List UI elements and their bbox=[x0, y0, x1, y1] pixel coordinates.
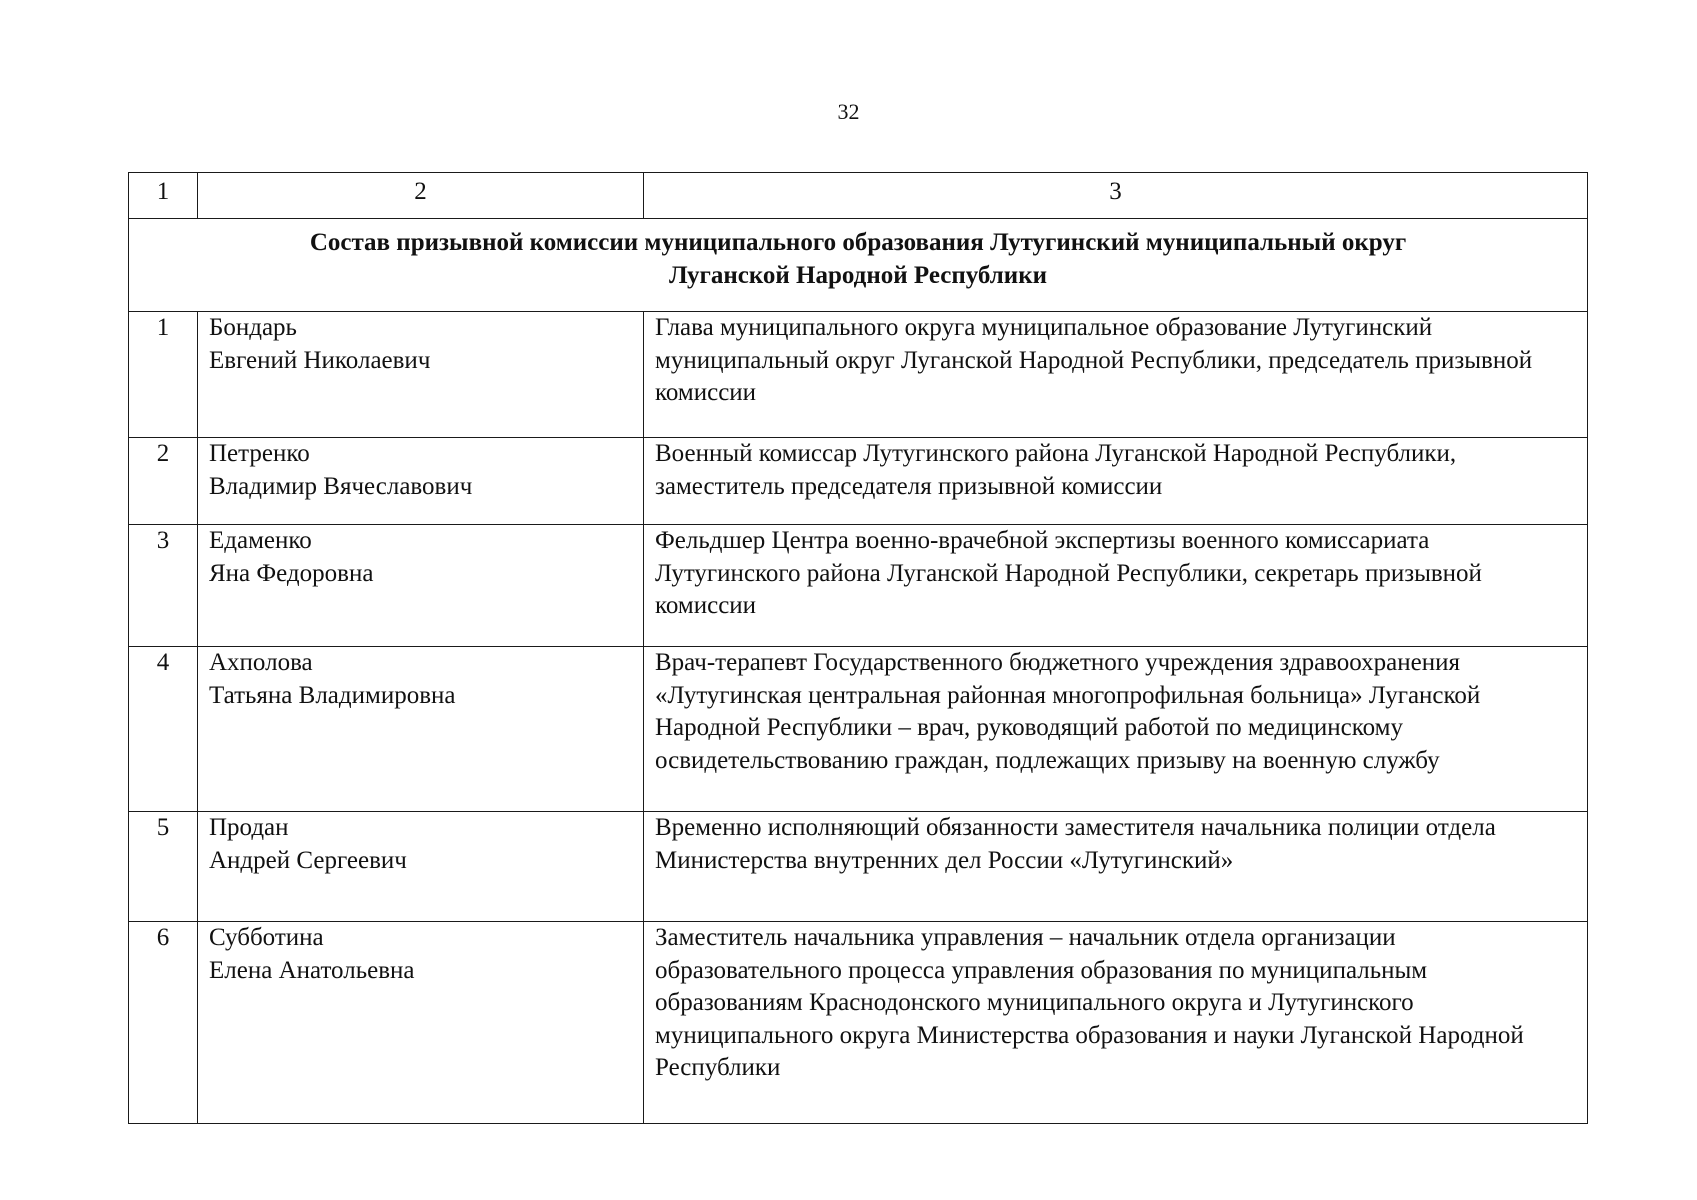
member-name bbox=[198, 812, 644, 922]
row-number: 4 bbox=[129, 647, 198, 812]
member-position bbox=[644, 647, 1588, 812]
table-title bbox=[129, 219, 1588, 312]
member-name bbox=[198, 525, 644, 647]
position-text: Врач-терапевт Государственного бюджетного учреждения здравоохранения «Лутугинская центральная районная многопрофильная больница» Луганской Народной Республики – врач, руководящий работой по медицинскому освидетельствованию граждан, подлежащих призыву на военную службу bbox=[655, 649, 1481, 774]
table-title-line-2: Луганской Народной Республики bbox=[668, 261, 1048, 289]
commission-table bbox=[128, 172, 1588, 1124]
member-name bbox=[198, 922, 644, 1124]
member-surname: Едаменко bbox=[209, 527, 312, 554]
member-surname: Ахполова bbox=[209, 649, 313, 676]
table-title-row bbox=[129, 219, 1588, 312]
table-row bbox=[129, 647, 1588, 812]
member-given-names: Евгений Николаевич bbox=[209, 346, 431, 374]
page-number: 32 bbox=[837, 99, 860, 124]
member-given-names: Елена Анатольевна bbox=[209, 956, 415, 984]
column-number-1: 1 bbox=[129, 173, 198, 219]
column-number-row bbox=[129, 173, 1588, 219]
table-row bbox=[129, 525, 1588, 647]
position-text: Военный комиссар Лутугинского района Луганской Народной Республики, заместитель председателя призывной комиссии bbox=[655, 440, 1457, 500]
column-number-3: 3 bbox=[644, 173, 1588, 219]
table-row bbox=[129, 312, 1588, 438]
member-given-names: Татьяна Владимировна bbox=[209, 681, 456, 709]
table-row bbox=[129, 438, 1588, 525]
member-given-names: Владимир Вячеславович bbox=[209, 472, 473, 500]
member-surname: Бондарь bbox=[209, 314, 297, 341]
member-position bbox=[644, 525, 1588, 647]
member-name bbox=[198, 438, 644, 525]
row-number: 2 bbox=[129, 438, 198, 525]
position-text: Временно исполняющий обязанности заместителя начальника полиции отдела Министерства внутренних дел России «Лутугинский» bbox=[655, 814, 1496, 874]
member-position bbox=[644, 812, 1588, 922]
row-number: 3 bbox=[129, 525, 198, 647]
member-surname: Продан bbox=[209, 814, 289, 841]
row-number: 5 bbox=[129, 812, 198, 922]
member-position bbox=[644, 312, 1588, 438]
table-row bbox=[129, 812, 1588, 922]
table-title-line-1: Состав призывной комиссии муниципального образования Лутугинский муниципальный округ bbox=[309, 229, 1407, 256]
member-position bbox=[644, 438, 1588, 525]
position-text: Глава муниципального округа муниципальное образование Лутугинский муниципальный округ Луганской Народной Республики, председатель призывной комиссии bbox=[655, 314, 1533, 406]
position-text: Заместитель начальника управления – начальник отдела организации образовательного процесса управления образования по муниципальным образованиям Краснодонского муниципального округа и Лутугинского муниципального округа Министерства образования и науки Луганской Народной Республики bbox=[655, 924, 1524, 1081]
member-surname: Субботина bbox=[209, 924, 324, 951]
member-name bbox=[198, 312, 644, 438]
member-name bbox=[198, 647, 644, 812]
member-given-names: Яна Федоровна bbox=[209, 559, 374, 587]
column-number-2: 2 bbox=[198, 173, 644, 219]
position-text: Фельдшер Центра военно-врачебной экспертизы военного комиссариата Лутугинского района Луганской Народной Республики, секретарь призывной комиссии bbox=[655, 527, 1482, 619]
row-number: 1 bbox=[129, 312, 198, 438]
member-surname: Петренко bbox=[209, 440, 310, 467]
row-number: 6 bbox=[129, 922, 198, 1124]
member-position bbox=[644, 922, 1588, 1124]
table-row bbox=[129, 922, 1588, 1124]
member-given-names: Андрей Сергеевич bbox=[209, 846, 407, 874]
